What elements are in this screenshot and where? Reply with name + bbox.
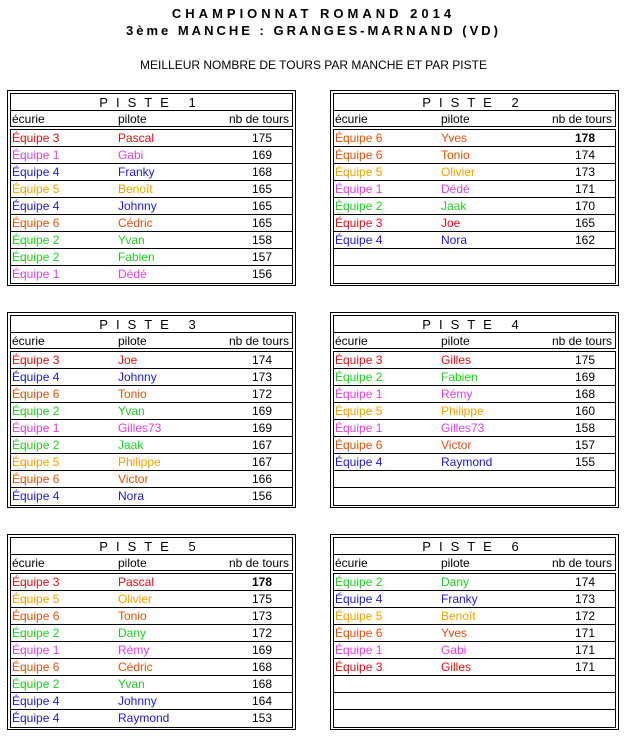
table-row (11, 369, 292, 386)
laps-cell: 175 (251, 131, 272, 145)
table-row (334, 625, 615, 642)
table-row (334, 164, 615, 181)
piste-panel-6 (330, 534, 619, 730)
piste-header (333, 537, 616, 571)
laps-cell: 173 (251, 609, 272, 623)
table-row (11, 591, 292, 608)
column-header-team: écurie (12, 334, 45, 348)
table-row (334, 266, 615, 283)
pilot-cell: Nora (441, 233, 468, 247)
piste-panel-1 (7, 90, 296, 286)
column-header-laps: nb de tours (228, 334, 289, 348)
piste-results (10, 129, 293, 284)
piste-panel-2 (330, 90, 619, 286)
laps-cell: 165 (251, 199, 272, 213)
table-row (11, 454, 292, 471)
column-header-laps: nb de tours (228, 112, 289, 126)
laps-cell: 174 (251, 353, 272, 367)
table-row (11, 181, 292, 198)
column-header-laps: nb de tours (551, 556, 612, 570)
column-header-laps: nb de tours (551, 112, 612, 126)
laps-cell: 175 (574, 353, 595, 367)
table-row (334, 437, 615, 454)
piste-panel-4 (330, 312, 619, 508)
table-row (334, 676, 615, 693)
table-row (11, 488, 292, 505)
team-cell: Équipe 5 (12, 182, 60, 196)
table-row (11, 130, 292, 147)
pilot-cell: Gabi (441, 643, 467, 657)
pilot-cell: Benoît (441, 609, 476, 623)
pilot-cell: Nora (118, 489, 145, 503)
laps-cell: 157 (251, 250, 272, 264)
team-cell: Équipe 2 (12, 626, 60, 640)
team-cell: Équipe 3 (335, 660, 383, 674)
team-cell: Équipe 6 (335, 148, 383, 162)
table-row (11, 249, 292, 266)
table-row (11, 608, 292, 625)
pilot-cell: Fabien (441, 370, 478, 384)
laps-cell: 171 (574, 643, 595, 657)
laps-cell: 168 (251, 677, 272, 691)
table-row (334, 488, 615, 505)
table-row (11, 266, 292, 283)
team-cell: Équipe 4 (335, 233, 383, 247)
table-row (334, 386, 615, 403)
pilot-cell: Johnny (118, 694, 157, 708)
piste-title: PISTE 3 (99, 317, 204, 332)
table-row (11, 710, 292, 727)
table-caption: MEILLEUR NOMBRE DE TOURS PAR MANCHE ET PAR PISTE (140, 58, 487, 72)
table-row (11, 420, 292, 437)
laps-cell: 175 (251, 592, 272, 606)
piste-title: PISTE 5 (99, 539, 204, 554)
team-cell: Équipe 1 (12, 148, 60, 162)
team-cell: Équipe 3 (335, 353, 383, 367)
laps-cell: 172 (251, 387, 272, 401)
team-cell: Équipe 4 (12, 165, 60, 179)
team-cell: Équipe 6 (12, 216, 60, 230)
pilot-cell: Gilles (441, 660, 472, 674)
pilot-cell: Franky (441, 592, 478, 606)
column-header-pilot: pilote (118, 112, 147, 126)
table-row (334, 659, 615, 676)
pilot-cell: Fabien (118, 250, 155, 264)
column-header-laps: nb de tours (551, 334, 612, 348)
table-row (11, 437, 292, 454)
team-cell: Équipe 1 (335, 182, 383, 196)
laps-cell: 168 (574, 387, 595, 401)
team-cell: Équipe 4 (12, 370, 60, 384)
pilot-cell: Rémy (441, 387, 473, 401)
laps-cell: 171 (574, 626, 595, 640)
team-cell: Équipe 4 (12, 711, 60, 725)
table-row (334, 710, 615, 727)
column-header-pilot: pilote (118, 556, 147, 570)
piste-title: PISTE 4 (422, 317, 527, 332)
team-cell: Équipe 4 (12, 489, 60, 503)
team-cell: Équipe 2 (12, 677, 60, 691)
laps-cell: 158 (251, 233, 272, 247)
pilot-cell: Gilles73 (118, 421, 162, 435)
laps-cell: 169 (251, 643, 272, 657)
table-row (11, 403, 292, 420)
piste-header (333, 93, 616, 127)
pilot-cell: Philippe (441, 404, 484, 418)
team-cell: Équipe 1 (12, 267, 60, 281)
laps-cell: 156 (251, 267, 272, 281)
table-row (334, 642, 615, 659)
laps-cell: 156 (251, 489, 272, 503)
laps-cell: 153 (251, 711, 272, 725)
laps-cell: 174 (574, 148, 595, 162)
laps-cell: 167 (251, 438, 272, 452)
column-header-laps: nb de tours (228, 556, 289, 570)
laps-cell: 169 (574, 370, 595, 384)
table-row (334, 591, 615, 608)
pilot-cell: Benoît (118, 182, 153, 196)
table-row (334, 215, 615, 232)
pilot-cell: Dédé (118, 267, 147, 281)
laps-cell: 155 (574, 455, 595, 469)
column-header-team: écurie (335, 334, 368, 348)
pilot-cell: Olivier (118, 592, 153, 606)
pilot-cell: Dany (441, 575, 470, 589)
piste-results (333, 573, 616, 728)
table-row (334, 352, 615, 369)
laps-cell: 164 (251, 694, 272, 708)
pilot-cell: Pascal (118, 575, 155, 589)
team-cell: Équipe 3 (12, 353, 60, 367)
table-row (334, 420, 615, 437)
pilot-cell: Gilles73 (441, 421, 485, 435)
pilot-cell: Yvan (118, 677, 145, 691)
table-row (334, 369, 615, 386)
laps-cell: 168 (251, 660, 272, 674)
table-row (11, 198, 292, 215)
pilot-cell: Dédé (441, 182, 470, 196)
pilot-cell: Cédric (118, 216, 153, 230)
table-row (11, 386, 292, 403)
team-cell: Équipe 5 (12, 592, 60, 606)
team-cell: Équipe 6 (12, 472, 60, 486)
table-row (11, 164, 292, 181)
team-cell: Équipe 2 (12, 233, 60, 247)
pilot-cell: Johnny (118, 370, 157, 384)
team-cell: Équipe 5 (12, 455, 60, 469)
column-header-pilot: pilote (441, 556, 470, 570)
laps-cell: 169 (251, 404, 272, 418)
team-cell: Équipe 1 (335, 387, 383, 401)
piste-results (333, 129, 616, 284)
piste-panel-3 (7, 312, 296, 508)
table-row (11, 352, 292, 369)
team-cell: Équipe 1 (12, 643, 60, 657)
piste-panel-5 (7, 534, 296, 730)
laps-cell: 157 (574, 438, 595, 452)
piste-header (10, 537, 293, 571)
column-header-pilot: pilote (118, 334, 147, 348)
laps-cell: 166 (251, 472, 272, 486)
team-cell: Équipe 2 (335, 370, 383, 384)
pilot-cell: Raymond (441, 455, 493, 469)
pilot-cell: Pascal (118, 131, 155, 145)
table-row (334, 232, 615, 249)
laps-cell: 174 (574, 575, 595, 589)
laps-cell: 167 (251, 455, 272, 469)
table-row (334, 574, 615, 591)
team-cell: Équipe 2 (335, 575, 383, 589)
piste-header (333, 315, 616, 349)
piste-results (10, 351, 293, 506)
pilot-cell: Tonio (118, 609, 147, 623)
pilot-cell: Philippe (118, 455, 161, 469)
pilot-cell: Raymond (118, 711, 170, 725)
laps-cell: 171 (574, 182, 595, 196)
team-cell: Équipe 6 (335, 131, 383, 145)
pilot-cell: Franky (118, 165, 155, 179)
column-header-team: écurie (335, 556, 368, 570)
pilot-cell: Victor (118, 472, 149, 486)
table-row (334, 403, 615, 420)
team-cell: Équipe 3 (12, 575, 60, 589)
team-cell: Équipe 1 (335, 643, 383, 657)
table-row (11, 676, 292, 693)
piste-title: PISTE 6 (422, 539, 527, 554)
table-row (334, 693, 615, 710)
table-row (11, 642, 292, 659)
team-cell: Équipe 6 (335, 438, 383, 452)
team-cell: Équipe 4 (335, 455, 383, 469)
table-row (11, 625, 292, 642)
piste-results (333, 351, 616, 506)
table-row (11, 693, 292, 710)
pilot-cell: Victor (441, 438, 472, 452)
table-row (334, 147, 615, 164)
pilot-cell: Yvan (118, 404, 145, 418)
column-header-team: écurie (335, 112, 368, 126)
laps-cell: 178 (574, 131, 595, 145)
laps-cell: 173 (251, 370, 272, 384)
pilot-cell: Johnny (118, 199, 157, 213)
piste-results (10, 573, 293, 728)
table-row (11, 232, 292, 249)
team-cell: Équipe 3 (12, 131, 60, 145)
laps-cell: 162 (574, 233, 595, 247)
laps-cell: 172 (251, 626, 272, 640)
column-header-team: écurie (12, 556, 45, 570)
team-cell: Équipe 2 (12, 438, 60, 452)
team-cell: Équipe 4 (12, 199, 60, 213)
column-header-team: écurie (12, 112, 45, 126)
table-row (11, 147, 292, 164)
table-row (11, 574, 292, 591)
laps-cell: 173 (574, 165, 595, 179)
team-cell: Équipe 5 (335, 609, 383, 623)
pilot-cell: Tonio (441, 148, 470, 162)
team-cell: Équipe 6 (12, 387, 60, 401)
laps-cell: 168 (251, 165, 272, 179)
pilot-cell: Gilles (441, 353, 472, 367)
laps-cell: 165 (251, 182, 272, 196)
laps-cell: 160 (574, 404, 595, 418)
laps-cell: 165 (574, 216, 595, 230)
team-cell: Équipe 5 (335, 404, 383, 418)
team-cell: Équipe 6 (335, 626, 383, 640)
laps-cell: 170 (574, 199, 595, 213)
pilot-cell: Rémy (118, 643, 150, 657)
team-cell: Équipe 4 (12, 694, 60, 708)
team-cell: Équipe 2 (12, 404, 60, 418)
piste-title: PISTE 1 (99, 95, 204, 110)
pilot-cell: Olivier (441, 165, 476, 179)
championship-title: CHAMPIONNAT ROMAND 2014 (171, 6, 456, 21)
laps-cell: 169 (251, 148, 272, 162)
laps-cell: 178 (251, 575, 272, 589)
pilot-cell: Cédric (118, 660, 153, 674)
team-cell: Équipe 1 (12, 421, 60, 435)
pilot-cell: Dany (118, 626, 147, 640)
pilot-cell: Tonio (118, 387, 147, 401)
team-cell: Équipe 1 (335, 421, 383, 435)
team-cell: Équipe 6 (12, 609, 60, 623)
laps-cell: 169 (251, 421, 272, 435)
team-cell: Équipe 2 (335, 199, 383, 213)
team-cell: Équipe 6 (12, 660, 60, 674)
table-row (334, 608, 615, 625)
round-subtitle: 3ème MANCHE : GRANGES-MARNAND (VD) (125, 23, 501, 38)
table-row (334, 471, 615, 488)
laps-cell: 158 (574, 421, 595, 435)
laps-cell: 172 (574, 609, 595, 623)
pilot-cell: Jaak (441, 199, 467, 213)
table-row (11, 659, 292, 676)
team-cell: Équipe 5 (335, 165, 383, 179)
table-row (334, 198, 615, 215)
laps-cell: 165 (251, 216, 272, 230)
pilot-cell: Jaak (118, 438, 144, 452)
column-header-pilot: pilote (441, 112, 470, 126)
table-row (334, 130, 615, 147)
piste-title: PISTE 2 (422, 95, 527, 110)
pilot-cell: Gabi (118, 148, 144, 162)
laps-cell: 171 (574, 660, 595, 674)
team-cell: Équipe 2 (12, 250, 60, 264)
table-row (11, 471, 292, 488)
table-row (11, 215, 292, 232)
pilot-cell: Joe (118, 353, 138, 367)
pilot-cell: Yves (441, 131, 468, 145)
laps-cell: 173 (574, 592, 595, 606)
team-cell: Équipe 3 (335, 216, 383, 230)
piste-header (10, 93, 293, 127)
table-row (334, 249, 615, 266)
pilot-cell: Yves (441, 626, 468, 640)
pilot-cell: Yvan (118, 233, 145, 247)
piste-header (10, 315, 293, 349)
column-header-pilot: pilote (441, 334, 470, 348)
team-cell: Équipe 4 (335, 592, 383, 606)
pilot-cell: Joe (441, 216, 461, 230)
table-row (334, 454, 615, 471)
table-row (334, 181, 615, 198)
